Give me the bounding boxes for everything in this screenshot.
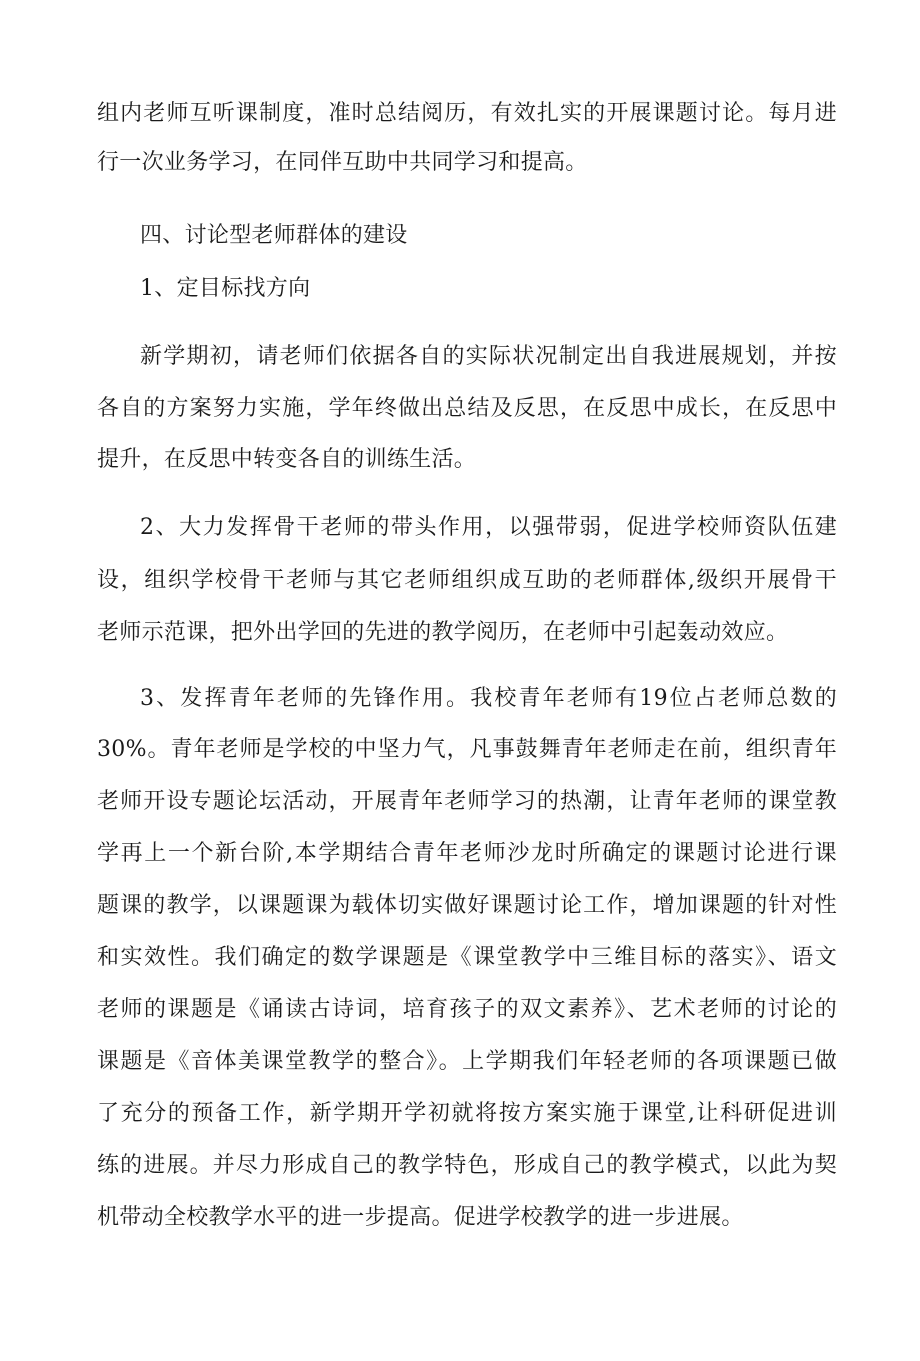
text-line-1: 组内老师互听课制度，准时总结阅历，有效扎实的开展课题讨论。每月进: [97, 101, 837, 126]
text-line-19: 了充分的预备工作，新学期开学初就将按方案实施于课堂,让科研促进训: [97, 1101, 837, 1126]
text-line-12: 30%。青年老师是学校的中坚力气，凡事鼓舞青年老师走在前，组织青年: [97, 737, 837, 762]
text-line-21: 机带动全校教学水平的进一步提高。促进学校教学的进一步进展。: [97, 1205, 744, 1230]
text-line-16: 和实效性。我们确定的数学课题是《课堂教学中三维目标的落实》、语文: [97, 945, 837, 970]
text-line-6: 各自的方案努力实施，学年终做出总结及反思，在反思中成长，在反思中: [97, 396, 837, 421]
text-line-20: 练的进展。并尽力形成自己的教学特色，形成自己的教学模式，以此为契: [97, 1153, 837, 1178]
text-line-18: 课题是《音体美课堂教学的整合》。上学期我们年轻老师的各项课题已做: [97, 1049, 837, 1074]
text-line-8: 2、大力发挥骨干老师的带头作用，以强带弱，促进学校师资队伍建: [140, 515, 837, 540]
text-line-11: 3、发挥青年老师的先锋作用。我校青年老师有19位占老师总数的: [140, 686, 837, 711]
text-line-10: 老师示范课，把外出学回的先进的教学阅历，在老师中引起轰动效应。: [97, 620, 789, 645]
text-line-9: 设，组织学校骨干老师与其它老师组织成互助的老师群体,级织开展骨干: [97, 568, 837, 593]
text-line-14: 学再上一个新台阶,本学期结合青年老师沙龙时所确定的课题讨论进行课: [97, 841, 837, 866]
text-line-13: 老师开设专题论坛活动，开展青年老师学习的热潮，让青年老师的课堂教: [97, 789, 837, 814]
text-line-15: 题课的教学，以课题课为载体切实做好课题讨论工作，增加课题的针对性: [97, 893, 837, 918]
text-line-5: 新学期初，请老师们依据各自的实际状况制定出自我进展规划，并按: [140, 344, 837, 369]
text-line-17: 老师的课题是《诵读古诗词，培育孩子的双文素养》、艺术老师的讨论的: [97, 997, 837, 1022]
section-heading: 四、讨论型老师群体的建设: [140, 223, 408, 248]
text-line-2: 行一次业务学习，在同伴互助中共同学习和提高。: [97, 150, 588, 175]
subsection-heading: 1、定目标找方向: [140, 276, 311, 301]
text-line-7: 提升，在反思中转变各自的训练生活。: [97, 447, 477, 472]
